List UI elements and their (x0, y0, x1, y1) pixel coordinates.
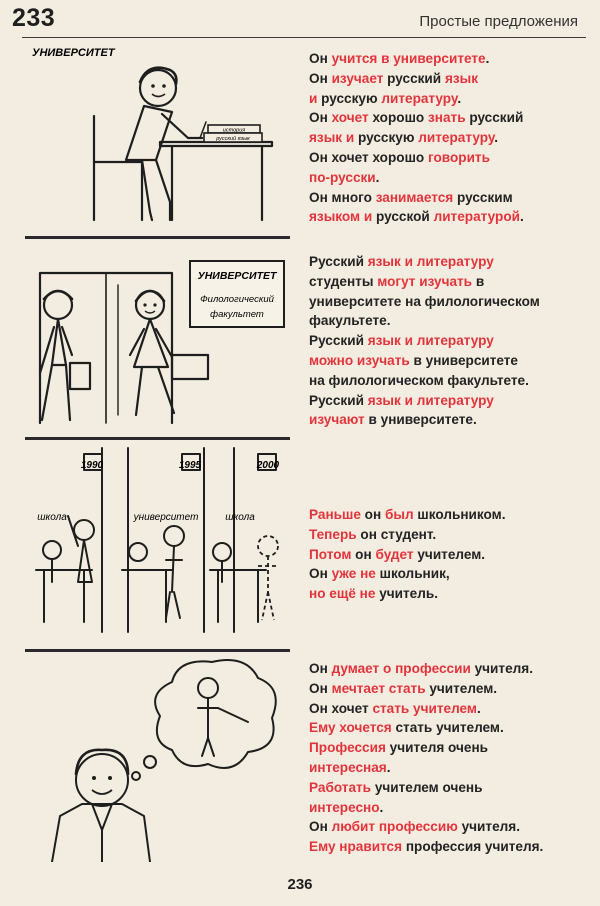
text-line (309, 738, 594, 758)
illustration-dreaming-student (22, 652, 292, 862)
highlighted-phrase: стать учителем (372, 700, 477, 716)
plain-phrase: . (379, 799, 384, 815)
plain-phrase: он студент. (356, 526, 437, 542)
panel1-university-label: УНИВЕРСИТЕТ (32, 47, 115, 59)
highlighted-phrase: говорить (428, 149, 490, 165)
plain-phrase: учителем. (413, 546, 486, 562)
page-number-bottom: 236 (287, 876, 313, 893)
highlighted-phrase: литературу (418, 130, 495, 146)
plain-phrase: Русский (309, 392, 368, 408)
highlighted-phrase: Раньше (309, 507, 361, 522)
plain-phrase: Он (309, 70, 332, 86)
plain-phrase: . (375, 169, 380, 185)
illustration-student-at-desk (22, 42, 292, 227)
highlighted-phrase: учится в университете (331, 51, 486, 66)
plain-phrase: Он (309, 819, 332, 835)
sign-line1: Филологический (200, 294, 274, 305)
highlighted-phrase: изучает (331, 70, 384, 86)
text-line (309, 798, 594, 818)
highlighted-phrase: но ещё не (309, 586, 376, 602)
plain-phrase: учителя очень (385, 740, 489, 756)
year-1990: 1990 (80, 460, 104, 471)
highlighted-phrase: занимается (375, 189, 454, 205)
label-school-1: школа (37, 512, 67, 523)
text-line (309, 778, 594, 798)
highlighted-phrase: можно изучать (309, 352, 410, 368)
sign-line2: факультет (210, 309, 264, 320)
highlighted-phrase: язык и литературу (367, 392, 494, 408)
text-line (309, 188, 594, 208)
plain-phrase: учителя. (470, 661, 533, 676)
text-line (309, 292, 594, 312)
label-university: университет (133, 512, 199, 523)
highlighted-phrase: литературой (433, 209, 520, 225)
text-line (309, 168, 594, 188)
plain-phrase: он (360, 507, 385, 522)
desk-legs (172, 146, 262, 220)
plain-phrase: Он хочет хорошо (309, 149, 428, 165)
section-title: Простые предложения (419, 13, 578, 30)
plain-phrase: . (485, 51, 490, 66)
book-label-top: история (222, 127, 246, 134)
text-line (309, 545, 594, 565)
text-line (309, 817, 594, 837)
highlighted-phrase: мечтает стать (331, 680, 426, 696)
text-line (309, 252, 594, 272)
plain-phrase: русский (383, 70, 445, 86)
panel3-text (309, 505, 594, 604)
panel1-text (309, 49, 594, 227)
text-line (309, 207, 594, 227)
highlighted-phrase: и (309, 90, 318, 106)
sign-title: УНИВЕРСИТЕТ (197, 270, 277, 282)
text-line (309, 371, 594, 391)
plain-phrase: Русский (309, 333, 368, 349)
page-number-top: 233 (12, 4, 56, 32)
highlighted-phrase: литературу (381, 90, 458, 106)
highlighted-phrase: Ему хочется (309, 720, 392, 736)
chair-seat (94, 162, 142, 220)
highlighted-phrase: Теперь (309, 526, 357, 542)
panel2-text (309, 252, 594, 430)
text-line (309, 525, 594, 545)
highlighted-phrase: интересно (309, 799, 380, 815)
book-label-bottom: русский язык (216, 136, 250, 142)
highlighted-phrase: язык и (309, 130, 355, 146)
highlighted-phrase: язык и литературу (367, 254, 494, 269)
text-line (309, 837, 594, 857)
highlighted-phrase: могут изучать (377, 273, 473, 289)
panel-separator (25, 236, 290, 239)
highlighted-phrase: хочет (331, 110, 369, 126)
text-line (309, 410, 594, 430)
plain-phrase: учитель. (375, 586, 439, 602)
plain-phrase: . (494, 130, 498, 146)
panel4-text (309, 659, 594, 857)
text-line (309, 351, 594, 371)
text-line (309, 699, 594, 719)
plain-phrase: факультете. (309, 313, 391, 329)
plain-phrase: хорошо (368, 110, 429, 126)
highlighted-phrase: Профессия (309, 740, 386, 756)
plain-phrase: русским (453, 189, 513, 205)
plain-phrase: . (457, 90, 462, 106)
highlighted-phrase: по-русски (309, 169, 376, 185)
highlighted-phrase: язык и литературу (367, 333, 494, 349)
plain-phrase: учителя. (457, 819, 520, 835)
plain-phrase: школьником. (413, 507, 506, 522)
text-line (309, 391, 594, 411)
plain-phrase: студенты (309, 273, 378, 289)
year-1995: 1995 (178, 460, 202, 471)
highlighted-phrase: изучают (309, 412, 365, 428)
highlighted-phrase: думает о профессии (331, 661, 471, 676)
highlighted-phrase: язык (444, 70, 479, 86)
text-line (309, 49, 594, 69)
year-2000: 2000 (256, 460, 280, 471)
plain-phrase: . (476, 700, 481, 716)
plain-phrase: в университете (409, 352, 518, 368)
plain-phrase: Он хочет (309, 700, 373, 716)
text-line (309, 148, 594, 168)
text-line (309, 659, 594, 679)
plain-phrase: университете на филологическом (309, 293, 540, 309)
highlighted-phrase: Работать (309, 779, 372, 795)
plain-phrase: школьник, (375, 566, 450, 582)
panel-separator (25, 437, 290, 440)
text-line (309, 69, 594, 89)
plain-phrase: русской (372, 209, 434, 225)
text-line (309, 331, 594, 351)
page-bleed-through (584, 52, 600, 872)
text-line (309, 564, 594, 584)
text-line (309, 311, 594, 331)
highlighted-phrase: Ему нравится (309, 839, 403, 855)
plain-phrase: он (351, 546, 376, 562)
text-line (309, 718, 594, 738)
plain-phrase: на филологическом факультете. (309, 372, 529, 388)
text-line (309, 584, 594, 604)
plain-phrase: учителем. (425, 680, 498, 696)
highlighted-phrase: будет (375, 546, 414, 562)
plain-phrase: стать учителем. (391, 720, 504, 736)
plain-phrase: Он (309, 110, 332, 126)
plain-phrase: . (386, 759, 391, 775)
text-line (309, 272, 594, 292)
label-school-2: школа (225, 512, 255, 523)
plain-phrase: в (472, 273, 485, 289)
illustration-timeline (22, 442, 292, 642)
plain-phrase: профессия учителя. (402, 839, 544, 855)
plain-phrase: Русский (309, 254, 368, 269)
highlighted-phrase: любит профессию (331, 819, 458, 835)
plain-phrase: русскую (317, 90, 382, 106)
highlighted-phrase: Потом (309, 546, 352, 562)
text-line (309, 679, 594, 699)
plain-phrase: русский (465, 110, 524, 126)
plain-phrase: Он (309, 51, 332, 66)
header-rule (22, 37, 586, 38)
thought-bubble (155, 660, 276, 768)
plain-phrase: Он (309, 680, 332, 696)
text-line (309, 505, 594, 525)
highlighted-phrase: языком и (309, 209, 373, 225)
plain-phrase: Он (309, 661, 332, 676)
highlighted-phrase: интересная (309, 759, 387, 775)
text-line (309, 108, 594, 128)
plain-phrase: русскую (354, 130, 419, 146)
text-line (309, 89, 594, 109)
highlighted-phrase: уже не (331, 566, 376, 582)
text-line (309, 758, 594, 778)
plain-phrase: Он (309, 566, 332, 582)
plain-phrase: Он много (309, 189, 376, 205)
illustration-faculty-entrance (22, 245, 292, 430)
plain-phrase: . (519, 209, 524, 225)
plain-phrase: учителем очень (371, 779, 483, 795)
plain-phrase: в университете. (364, 412, 477, 428)
highlighted-phrase: был (384, 507, 414, 522)
text-line (309, 128, 594, 148)
highlighted-phrase: знать (428, 110, 466, 126)
